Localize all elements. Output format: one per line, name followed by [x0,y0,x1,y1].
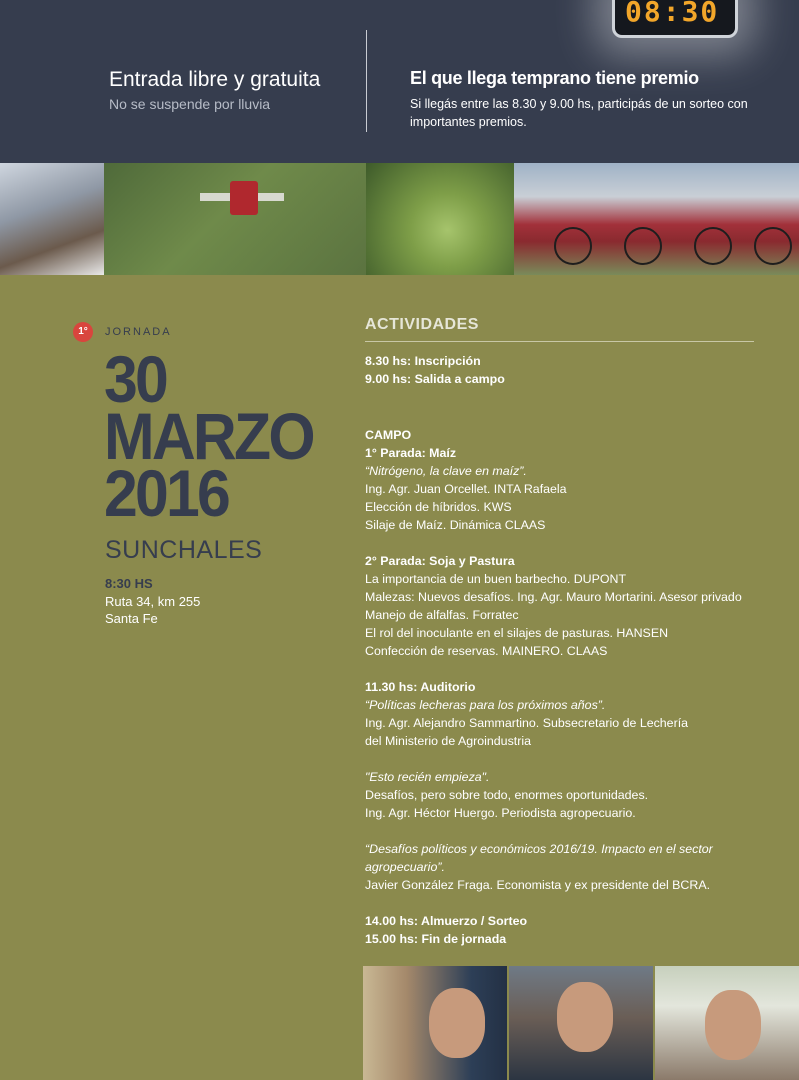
jornada-badge: 1° [73,322,93,342]
stop-line: El rol del inoculante en el silajes de pasturas. HANSEN [365,626,669,640]
section-heading: CAMPO [365,428,412,442]
schedule-item: 9.00 hs: Salida a campo [365,372,505,386]
clock-digits: 08:30 [625,0,720,28]
lluvia-text: No se suspende por lluvia [109,96,271,112]
talk-line: Ing. Agr. Alejandro Sammartino. Subsecretario de Lechería [365,716,689,730]
talk-line: Ing. Agr. Héctor Huergo. Periodista agropecuario. [365,806,636,820]
rake-wheel-shape [754,227,792,265]
photo-forage-hands [366,163,514,275]
stop-title: 2° Parada: Soja y Pastura [365,554,515,568]
talk-quote: “Desafíos políticos y económicos 2016/19. Impacto en el sector [365,842,713,856]
photo-people [0,163,104,275]
face-shape [705,990,761,1060]
event-day: 30 [104,342,167,416]
stop-line: Silaje de Maíz. Dinámica CLAAS [365,518,546,532]
talk-quote: “Políticas lecheras para los próximos años”. [365,698,606,712]
rake-wheel-shape [554,227,592,265]
activities-rule [365,341,754,342]
stop-line: La importancia de un buen barbecho. DUPONT [365,572,627,586]
talk-line: Desafíos, pero sobre todo, enormes oportunidades. [365,788,649,802]
premio-title: El que llega temprano tiene premio [410,68,699,88]
photo-harvester [104,163,366,275]
activities-title: ACTIVIDADES [365,316,479,333]
event-address-line2: Santa Fe [105,611,158,626]
rake-wheel-shape [694,227,732,265]
event-city: SUNCHALES [105,536,263,564]
activities-list [365,352,765,948]
clock-icon [612,0,738,38]
stop-line: Confección de reservas. MAINERO. CLAAS [365,644,608,658]
stop-quote: “Nitrógeno, la clave en maíz”. [365,464,527,478]
stop-title: 1° Parada: Maíz [365,446,457,460]
event-time: 8:30 HS [105,576,153,591]
speaker-photos [363,966,799,1080]
speaker-photo [509,966,653,1080]
talk-quote: "Esto recién empieza". [365,770,490,784]
header-band [0,0,799,163]
talk-line: del Ministerio de Agroindustria [365,734,531,748]
entrada-text: Entrada libre y gratuita [109,68,321,91]
stop-line: Elección de híbridos. KWS [365,500,512,514]
header-divider [366,30,367,132]
rake-wheel-shape [624,227,662,265]
speaker-photo [655,966,799,1080]
speaker-photo [363,966,507,1080]
event-address-line1: Ruta 34, km 255 [105,594,201,609]
premio-text: Si llegás entre las 8.30 y 9.00 hs, participás de un sorteo con importantes premios. [410,97,748,129]
stop-line: Manejo de alfalfas. Forratec [365,608,519,622]
face-shape [557,982,613,1052]
stop-line: Malezas: Nuevos desafíos. Ing. Agr. Mauro Mortarini. Asesor privado [365,590,742,604]
stop-line: Ing. Agr. Juan Orcellet. INTA Rafaela [365,482,567,496]
photo-strip [0,163,799,275]
schedule-item: 14.00 hs: Almuerzo / Sorteo [365,914,528,928]
talk-line: Javier González Fraga. Economista y ex presidente del BCRA. [365,878,711,892]
jornada-label: JORNADA [105,326,172,338]
event-year: 2016 [104,456,229,530]
schedule-item: 8.30 hs: Inscripción [365,354,481,368]
schedule-item: 15.00 hs: Fin de jornada [365,932,507,946]
talk-quote: agropecuario”. [365,860,445,874]
event-month: MARZO [104,399,313,473]
tractor-shape [230,181,258,215]
photo-rake-machine [514,163,799,275]
face-shape [429,988,485,1058]
auditorio-title: 11.30 hs: Auditorio [365,680,476,694]
